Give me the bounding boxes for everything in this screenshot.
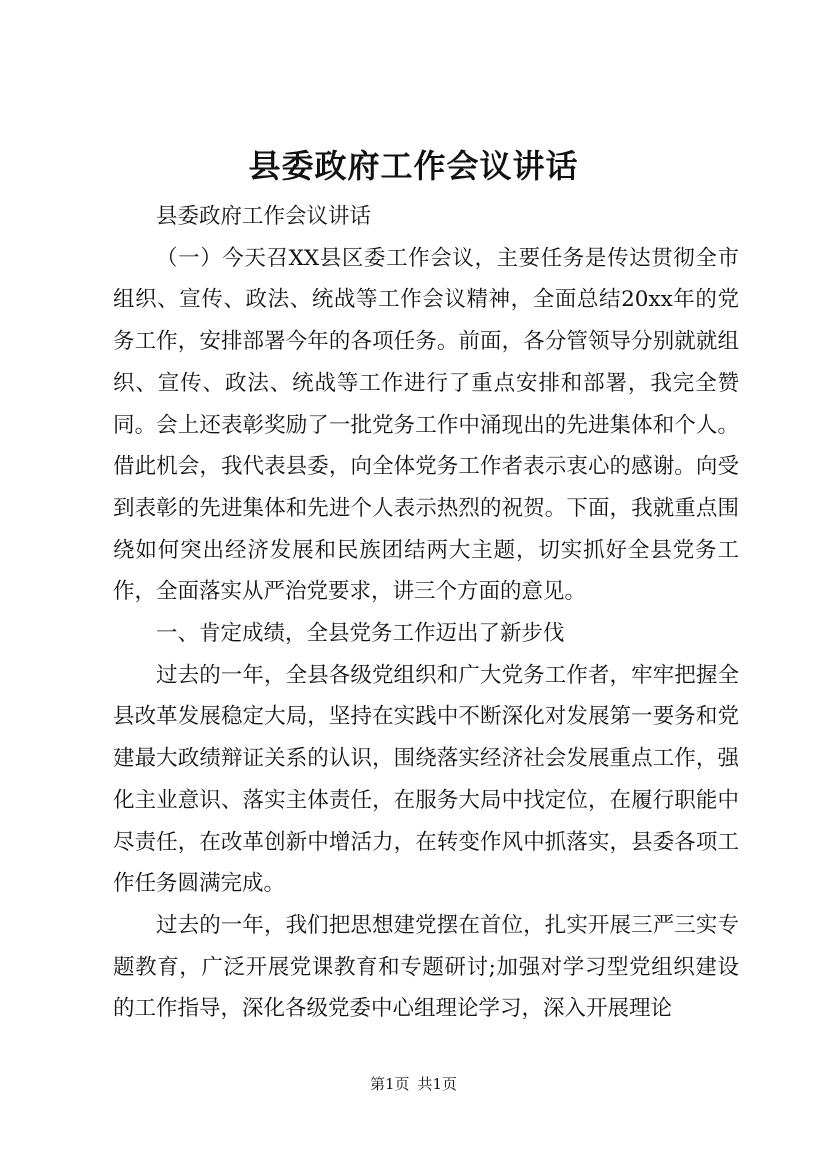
section-heading-1: 一、肯定成绩，全县党务工作迈出了新步伐 <box>156 621 565 647</box>
page-number: 第1页 <box>369 1075 410 1093</box>
paragraph-subtitle: 县委政府工作会议讲话 <box>156 204 372 229</box>
paragraph-intro: （一）今天召XX县区委工作会议，主要任务是传达贯彻全市组织、宣传、政法、统战等工作会议精神，全面总结20xx年的党务工作，安排部署今年的各项任务。前面，各分管领导分别就就组织、宣传、政法、统战等工作进行了重点安排和部署，我完全赞同。会上还表彰奖励了一批党务工作中涌现出的先进集体和个人。借此机会，我代表县委，向全体党务工作者表示衷心的感谢。向受到表彰的先进集体和先进个人表示热烈的祝贺。下面，我就重点围绕如何突出经济发展和民族团结两大主题，切实抓好全县党务工作，全面落实从严治党要求，讲三个方面的意见。 <box>113 245 739 605</box>
document-title: 县委政府工作会议讲话 <box>248 147 579 185</box>
paragraph-ideology: 过去的一年，我们把思想建党摆在首位，扎实开展三严三实专题教育，广泛开展党课教育和专题研讨;加强对学习型党组织建设的工作指导，深化各级党委中心组理论学习，深入开展理论 <box>113 912 739 1022</box>
page-total: 共1页 <box>417 1075 458 1093</box>
document-body <box>113 196 739 1030</box>
paragraph-achievements: 过去的一年，全县各级党组织和广大党务工作者，牢牢把握全县改革发展稳定大局，坚持在实践中不断深化对发展第一要务和党建最大政绩辩证关系的认识，围绕落实经济社会发展重点工作，强化主业意识、落实主体责任，在服务大局中找定位，在履行职能中尽责任，在改革创新中增活力，在转变作风中抓落实，县委各项工作任务圆满完成。 <box>113 662 739 897</box>
page-footer <box>0 1073 827 1095</box>
